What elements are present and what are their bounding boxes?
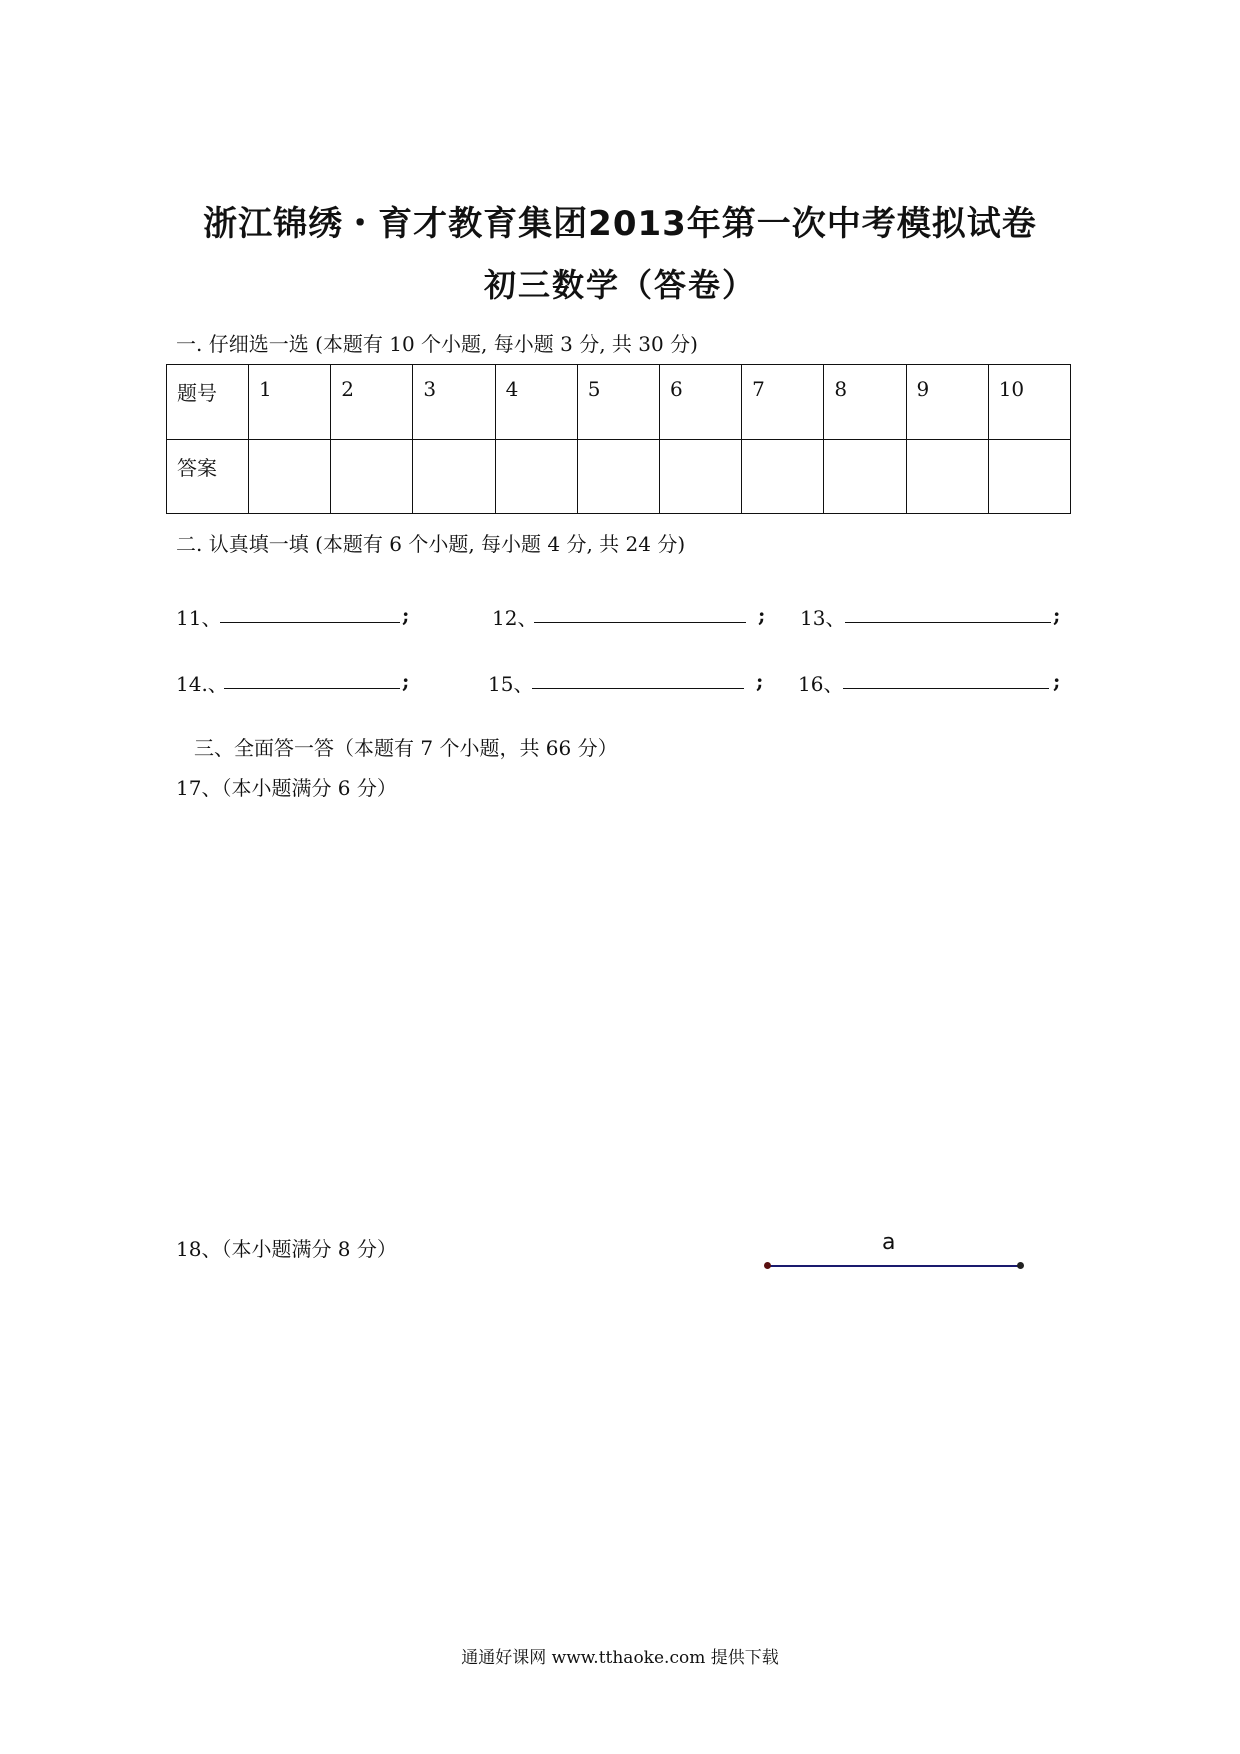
segment-a-line — [767, 1265, 1021, 1267]
answer-cell[interactable] — [249, 439, 331, 514]
fill-separator: ; — [756, 669, 764, 693]
fill-separator: ; — [1053, 603, 1061, 627]
question-number-cell: 6 — [659, 365, 741, 440]
question-number-cell: 2 — [331, 365, 413, 440]
fill-blank-14[interactable] — [224, 688, 400, 689]
fill-item-11-label: 11、 — [176, 606, 222, 630]
fill-item-15-label: 15、 — [488, 672, 534, 696]
table-row-answers — [167, 439, 1071, 514]
page-title: 浙江锦绣・育才教育集团2013年第一次中考模拟试卷 — [203, 204, 1037, 244]
fill-separator: ; — [402, 603, 410, 627]
segment-label: a — [882, 1230, 896, 1255]
answer-cell[interactable] — [495, 439, 577, 514]
answer-cell[interactable] — [824, 439, 906, 514]
question-number-cell: 4 — [495, 365, 577, 440]
answer-cell[interactable] — [742, 439, 824, 514]
fill-blank-13[interactable] — [845, 622, 1051, 623]
question-17-heading: 17、（本小题满分 6 分） — [176, 776, 397, 800]
fill-separator: ; — [402, 669, 410, 693]
section2-heading: 二. 认真填一填 (本题有 6 个小题, 每小题 4 分, 共 24 分) — [176, 532, 686, 556]
fill-separator: ; — [1053, 669, 1061, 693]
answer-table — [166, 364, 1071, 514]
section3-heading: 三、全面答一答（本题有 7 个小题，共 66 分） — [194, 736, 618, 760]
fill-blank-15[interactable] — [532, 688, 744, 689]
answer-cell[interactable] — [659, 439, 741, 514]
question-number-cell: 10 — [988, 365, 1070, 440]
question-18-heading: 18、（本小题满分 8 分） — [176, 1237, 397, 1261]
answer-cell[interactable] — [331, 439, 413, 514]
answer-cell[interactable] — [906, 439, 988, 514]
fill-blank-12[interactable] — [534, 622, 746, 623]
footer-text: 通通好课网 www.tthaoke.com 提供下载 — [461, 1648, 779, 1668]
fill-item-14-label: 14.、 — [176, 672, 228, 696]
fill-item-13-label: 13、 — [800, 606, 846, 630]
question-number-cell: 7 — [742, 365, 824, 440]
answer-cell[interactable] — [413, 439, 495, 514]
table-row-numbers — [167, 365, 1071, 440]
answer-cell[interactable] — [988, 439, 1070, 514]
fill-blank-16[interactable] — [843, 688, 1049, 689]
fill-separator: ; — [758, 603, 766, 627]
segment-endpoint-left — [764, 1262, 771, 1269]
row-label-number: 题号 — [167, 365, 249, 440]
question-number-cell: 5 — [577, 365, 659, 440]
question-number-cell: 3 — [413, 365, 495, 440]
question-number-cell: 1 — [249, 365, 331, 440]
fill-item-12-label: 12、 — [492, 606, 538, 630]
section1-heading: 一. 仔细选一选 (本题有 10 个小题, 每小题 3 分, 共 30 分) — [176, 332, 698, 356]
fill-blank-11[interactable] — [220, 622, 400, 623]
question-number-cell: 8 — [824, 365, 906, 440]
row-label-answer: 答案 — [167, 439, 249, 514]
fill-item-16-label: 16、 — [798, 672, 844, 696]
answer-cell[interactable] — [577, 439, 659, 514]
segment-endpoint-right — [1017, 1262, 1024, 1269]
question-number-cell: 9 — [906, 365, 988, 440]
page-subtitle: 初三数学（答卷） — [483, 266, 756, 304]
